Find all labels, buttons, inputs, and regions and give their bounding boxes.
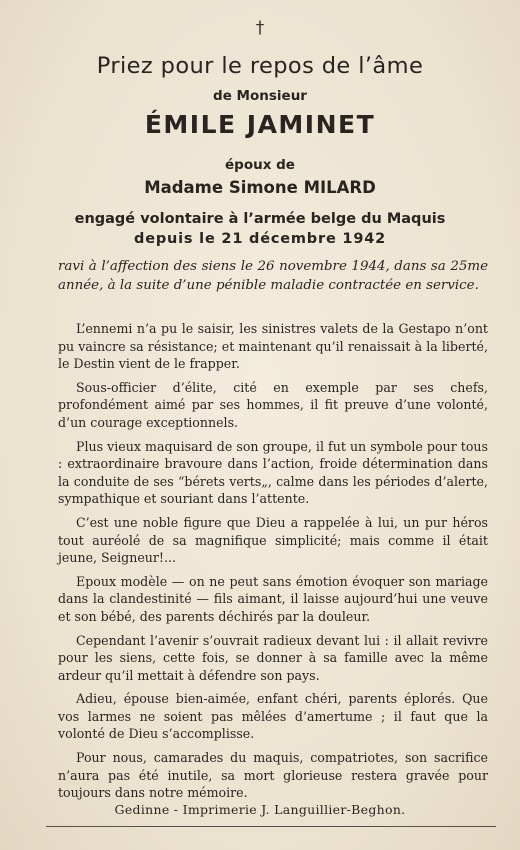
cross-icon: † [255,18,265,38]
divider [46,826,496,827]
paragraph: Pour nous, camarades du maquis, compatriotes, son sacrifice n’aura pas été inutile, sa mort glorieuse restera gravée pour toujours dans notre mémoire. [58,750,488,801]
paragraph: Sous-officier d’élite, cité en exemple par ses chefs, profondément aimé par ses hommes, il fit preuve d’une volonté, d’un courage exceptionnels. [58,379,488,430]
deceased-name: ÉMILE JAMINET [144,110,376,139]
paragraph: Plus vieux maquisard de son groupe, il fut un symbole pour tous : extraordinaire bravoure dans l’action, froide détermination dans la conduite de ses “bérets verts„, calme dans les périodes d’alerte, sympathique et souriant dans l’attente. [58,438,488,507]
epoux-de-line: époux de [225,157,295,173]
death-notice: ravi à l’affection des siens le 26 novembre 1944, dans sa 25me année, à la suite d’une pénible maladie contractée en service. [58,259,488,293]
paragraph: L’ennemi n’a pu le saisir, les sinistres valets de la Gestapo n’ont pu vaincre sa résistance; et maintenant qu’il renaissait à la liberté, le Destin vient de le frapper. [58,321,488,372]
tribute-text [58,320,488,808]
paragraph: C’est une noble figure que Dieu a rappelée à lui, un pur héros tout auréolé de sa magnifique simplicité; mais comme il était jeune, Seigneur!... [58,514,488,566]
paragraph: Cependant l’avenir s’ouvrait radieux devant lui : il allait revivre pour les siens, cette fois, se donner à sa famille avec la même ardeur qu’il mettait à défendre son pays. [58,632,488,683]
printer-imprint: Gedinne - Imprimerie J. Languillier-Beghon. [114,802,406,817]
spouse-name: Madame Simone MILARD [144,178,376,197]
paragraph: Epoux modèle — on ne peut sans émotion évoquer son mariage dans la clandestinité — fils aimant, il laisse aujourd’hui une veuve et son bébé, des parents déchirés par la douleur. [58,573,488,624]
since-date-line: depuis le 21 décembre 1942 [134,231,386,247]
de-monsieur-line: de Monsieur [213,88,307,104]
paragraph: Adieu, épouse bien-aimée, enfant chéri, parents éplorés. Que vos larmes ne soient pas mêlées d’amertume ; il faut que la volonté de Dieu s’accomplisse. [58,691,488,742]
engagement-line: engagé volontaire à l’armée belge du Maquis [74,211,446,227]
prayer-heading: Priez pour le repos de l’âme [96,53,424,79]
